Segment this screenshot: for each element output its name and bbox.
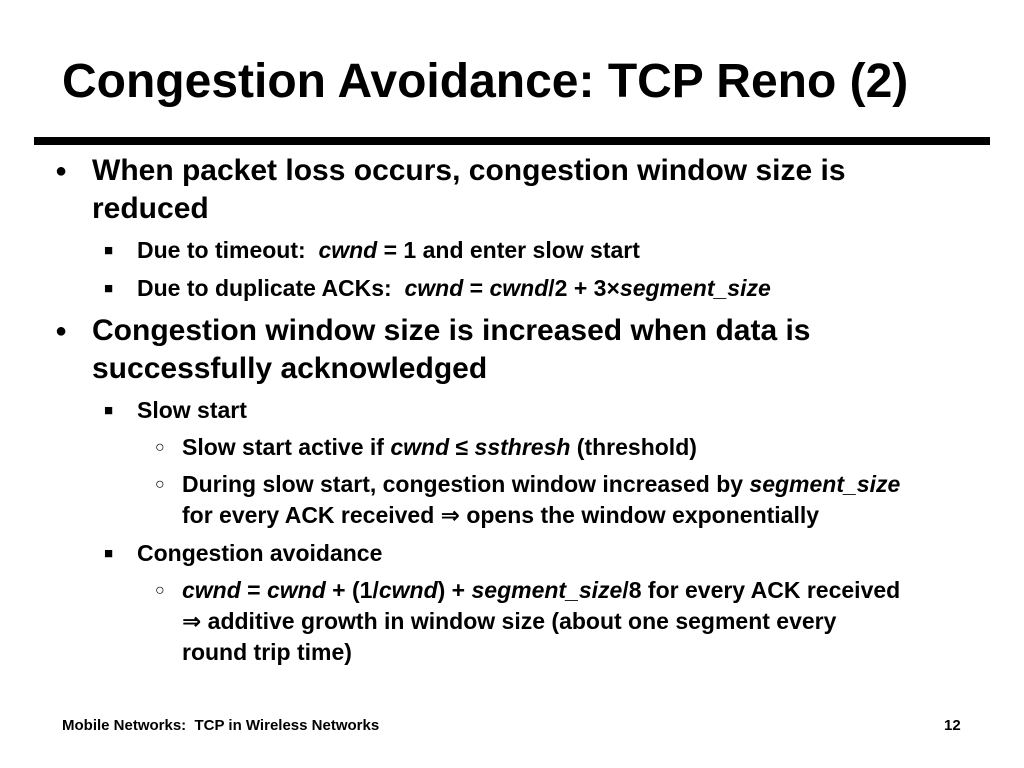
cwnd-term: cwnd xyxy=(404,275,464,301)
square-bullet-icon: ■ xyxy=(104,402,114,419)
title-divider xyxy=(34,137,990,145)
cwnd-term: cwnd xyxy=(390,434,450,460)
text-segment: = 1 and enter slow start xyxy=(377,237,640,263)
footer-course-title: Mobile Networks: TCP in Wireless Networks xyxy=(62,717,380,734)
subbullet-duplicate-acks xyxy=(0,273,957,304)
text-segment: /8 for every ACK received ⇒ additive growth in window size (about one segment every round trip time) xyxy=(182,577,901,665)
bullet-text: Congestion window size is increased when data is successfully acknowledged xyxy=(92,314,811,385)
ssthresh-term: ssthresh xyxy=(474,434,571,460)
cwnd-term: cwnd xyxy=(182,577,241,603)
text-segment: Congestion avoidance xyxy=(137,540,383,566)
square-bullet-icon: ■ xyxy=(104,280,114,297)
square-bullet-icon: ■ xyxy=(104,242,114,259)
segment-size-term: segment_size xyxy=(749,471,901,497)
slide-title: Congestion Avoidance: TCP Reno (2) xyxy=(62,55,909,108)
item-additive-growth xyxy=(0,575,902,668)
text-segment: Slow start active if xyxy=(182,434,391,460)
cwnd-term: cwnd xyxy=(489,275,549,301)
circle-bullet-icon: ○ xyxy=(155,582,165,599)
text-segment: Due to timeout: xyxy=(137,237,319,263)
bullet-dot-icon: ● xyxy=(55,160,68,182)
bullet-packet-loss xyxy=(0,152,962,228)
cwnd-term: cwnd xyxy=(318,237,378,263)
bullet-text: When packet loss occurs, congestion window size is reduced xyxy=(92,154,846,225)
text-segment: (threshold) xyxy=(570,434,697,460)
text-segment: ) + xyxy=(437,577,472,603)
slide-number: 12 xyxy=(944,717,961,734)
text-segment: + (1/ xyxy=(325,577,379,603)
bullet-dot-icon: ● xyxy=(55,320,68,342)
slide-content xyxy=(0,152,1024,668)
item-slow-start-active xyxy=(0,432,902,463)
cwnd-term: cwnd xyxy=(267,577,326,603)
text-segment: ≤ xyxy=(449,434,475,460)
text-segment: Due to duplicate ACKs: xyxy=(137,275,405,301)
item-slow-start-growth xyxy=(0,469,902,531)
subbullet-slow-start xyxy=(0,395,957,426)
circle-bullet-icon: ○ xyxy=(155,476,165,493)
text-segment: = xyxy=(240,577,267,603)
subbullet-timeout xyxy=(0,235,957,266)
text-segment: for every ACK received ⇒ opens the window exponentially xyxy=(182,502,820,528)
segment-size-term: segment_size xyxy=(619,275,771,301)
text-segment: = xyxy=(463,275,490,301)
text-segment: During slow start, congestion window increased by xyxy=(182,471,750,497)
segment-size-term: segment_size xyxy=(471,577,623,603)
cwnd-term: cwnd xyxy=(378,577,438,603)
text-segment: /2 + 3× xyxy=(548,275,620,301)
bullet-window-increase xyxy=(0,312,962,388)
subbullet-congestion-avoidance xyxy=(0,538,957,569)
circle-bullet-icon: ○ xyxy=(155,439,165,456)
square-bullet-icon: ■ xyxy=(104,545,114,562)
text-segment: Slow start xyxy=(137,397,247,423)
